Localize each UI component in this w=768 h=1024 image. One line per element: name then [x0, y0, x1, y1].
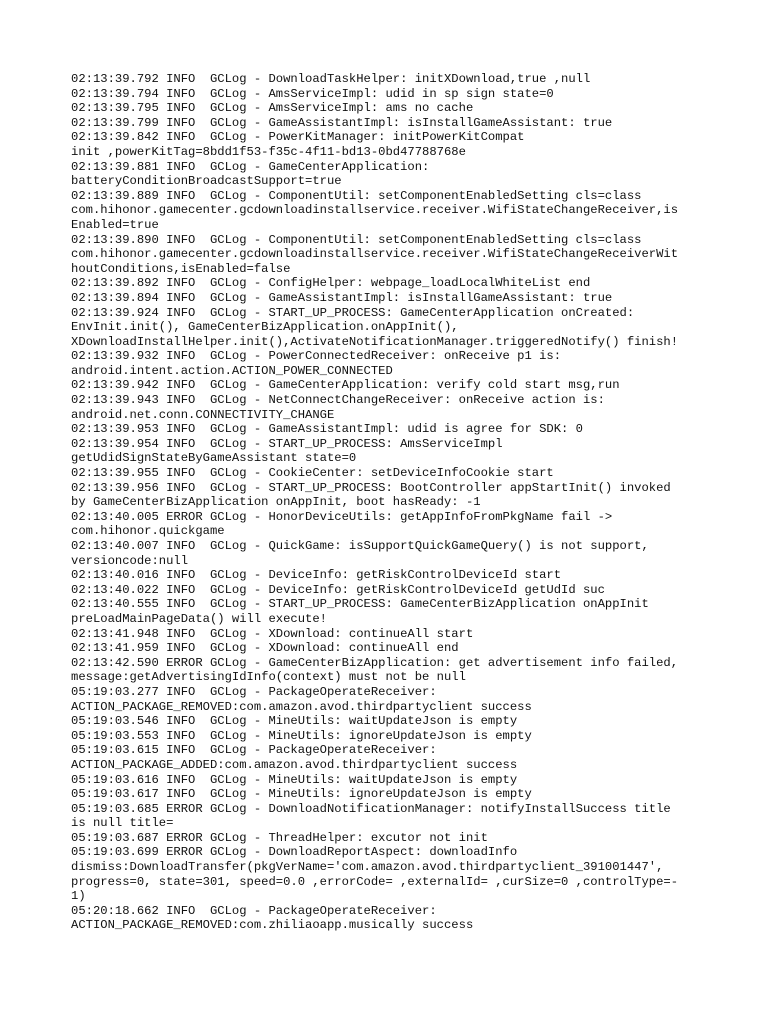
log-line: is null title= — [71, 816, 174, 831]
log-line: 02:13:39.794 INFO GCLog - AmsServiceImpl: udid in sp sign state=0 — [71, 86, 554, 101]
log-line: com.hihonor.gamecenter.gcdownloadinstallservice.receiver.WifiStateChangeReceiverWit — [71, 247, 679, 262]
log-line: android.intent.action.ACTION_POWER_CONNECTED — [71, 363, 393, 378]
log-line: 02:13:39.953 INFO GCLog - GameAssistantImpl: udid is agree for SDK: 0 — [71, 422, 583, 437]
log-line: 05:19:03.699 ERROR GCLog - DownloadReportAspect: downloadInfo — [71, 845, 518, 860]
log-line: 02:13:39.892 INFO GCLog - ConfigHelper: webpage_loadLocalWhiteList end — [71, 276, 591, 291]
log-line: 05:19:03.687 ERROR GCLog - ThreadHelper: excutor not init — [71, 830, 488, 845]
log-line: android.net.conn.CONNECTIVITY_CHANGE — [71, 407, 335, 422]
log-line: 02:13:41.948 INFO GCLog - XDownload: continueAll start — [71, 626, 474, 641]
log-line: 05:19:03.616 INFO GCLog - MineUtils: waitUpdateJson is empty — [71, 772, 518, 787]
log-line: 02:13:39.955 INFO GCLog - CookieCenter: setDeviceInfoCookie start — [71, 466, 554, 481]
log-line: message:getAdvertisingIdInfo(context) must not be null — [71, 670, 466, 685]
log-line: 02:13:40.016 INFO GCLog - DeviceInfo: getRiskControlDeviceId start — [71, 568, 562, 583]
log-line: 02:13:39.889 INFO GCLog - ComponentUtil: setComponentEnabledSetting cls=class — [71, 188, 642, 203]
log-line: 05:20:18.662 INFO GCLog - PackageOperateReceiver: — [71, 903, 437, 918]
log-line: 02:13:40.005 ERROR GCLog - HonorDeviceUtils: getAppInfoFromPkgName fail -> — [71, 509, 613, 524]
log-line: EnvInit.init(), GameCenterBizApplication.onAppInit(), — [71, 320, 459, 335]
log-line: 05:19:03.617 INFO GCLog - MineUtils: ignoreUpdateJson is empty — [71, 787, 532, 802]
log-line: 02:13:39.956 INFO GCLog - START_UP_PROCESS: BootController appStartInit() invoked — [71, 480, 671, 495]
log-line: 1) — [71, 889, 86, 904]
log-line: 02:13:39.890 INFO GCLog - ComponentUtil: setComponentEnabledSetting cls=class — [71, 232, 642, 247]
log-line: 05:19:03.685 ERROR GCLog - DownloadNotificationManager: notifyInstallSuccess title — [71, 801, 671, 816]
log-line: 02:13:39.799 INFO GCLog - GameAssistantImpl: isInstallGameAssistant: true — [71, 115, 613, 130]
log-line: by GameCenterBizApplication onAppInit, boot hasReady: -1 — [71, 495, 481, 510]
log-line: batteryConditionBroadcastSupport=true — [71, 174, 342, 189]
log-document — [71, 72, 711, 933]
log-line: preLoadMainPageData() will execute! — [71, 611, 327, 626]
log-line: houtConditions,isEnabled=false — [71, 261, 291, 276]
log-line: 02:13:42.590 ERROR GCLog - GameCenterBizApplication: get advertisement info failed, — [71, 655, 679, 670]
log-line: 05:19:03.277 INFO GCLog - PackageOperateReceiver: — [71, 684, 437, 699]
log-line: 02:13:40.007 INFO GCLog - QuickGame: isSupportQuickGameQuery() is not support, — [71, 539, 649, 553]
log-line: 02:13:39.932 INFO GCLog - PowerConnectedReceiver: onReceive p1 is: — [71, 349, 562, 364]
log-line: 02:13:39.943 INFO GCLog - NetConnectChangeReceiver: onReceive action is: — [71, 393, 605, 408]
log-line: 02:13:39.795 INFO GCLog - AmsServiceImpl: ams no cache — [71, 101, 474, 116]
log-line: 05:19:03.546 INFO GCLog - MineUtils: waitUpdateJson is empty — [71, 714, 518, 729]
log-line: 02:13:40.555 INFO GCLog - START_UP_PROCESS: GameCenterBizApplication onAppInit — [71, 597, 649, 612]
log-line: 02:13:39.942 INFO GCLog - GameCenterApplication: verify cold start msg,run — [71, 378, 620, 393]
log-line: ACTION_PACKAGE_REMOVED:com.zhiliaoapp.musically success — [71, 918, 474, 933]
log-line: XDownloadInstallHelper.init(),ActivateNotificationManager.triggeredNotify() finish! — [71, 334, 679, 349]
log-line: progress=0, state=301, speed=0.0 ,errorCode= ,externalId= ,curSize=0 ,controlType=- — [71, 874, 679, 889]
log-line: ACTION_PACKAGE_ADDED:com.amazon.avod.thirdpartyclient success — [71, 757, 518, 772]
log-line: init ,powerKitTag=8bdd1f53-f35c-4f11-bd13-0bd47788768e — [71, 144, 466, 159]
log-line: 02:13:39.894 INFO GCLog - GameAssistantImpl: isInstallGameAssistant: true — [71, 290, 613, 305]
log-line: 05:19:03.615 INFO GCLog - PackageOperateReceiver: — [71, 743, 437, 758]
log-line: 02:13:39.842 INFO GCLog - PowerKitManager: initPowerKitCompat — [71, 130, 525, 145]
log-line: 02:13:39.954 INFO GCLog - START_UP_PROCESS: AmsServiceImpl — [71, 436, 503, 451]
log-line: 02:13:39.792 INFO GCLog - DownloadTaskHelper: initXDownload,true ,null — [71, 72, 591, 86]
log-line: com.hihonor.gamecenter.gcdownloadinstallservice.receiver.WifiStateChangeReceiver,is — [71, 203, 679, 218]
log-line: 02:13:41.959 INFO GCLog - XDownload: continueAll end — [71, 641, 459, 656]
log-line: versioncode:null — [71, 553, 189, 568]
log-line: 05:19:03.553 INFO GCLog - MineUtils: ignoreUpdateJson is empty — [71, 728, 532, 743]
log-line: dismiss:DownloadTransfer(pkgVerName='com.amazon.avod.thirdpartyclient_391001447', — [71, 860, 664, 875]
log-line: 02:13:39.881 INFO GCLog - GameCenterApplication: — [71, 159, 430, 174]
log-line: ACTION_PACKAGE_REMOVED:com.amazon.avod.thirdpartyclient success — [71, 699, 532, 714]
log-line: Enabled=true — [71, 217, 159, 232]
log-line: getUdidSignStateByGameAssistant state=0 — [71, 451, 357, 466]
log-line: com.hihonor.quickgame — [71, 524, 225, 539]
log-line: 02:13:40.022 INFO GCLog - DeviceInfo: getRiskControlDeviceId getUdId suc — [71, 582, 605, 597]
log-line: 02:13:39.924 INFO GCLog - START_UP_PROCESS: GameCenterApplication onCreated: — [71, 305, 635, 320]
